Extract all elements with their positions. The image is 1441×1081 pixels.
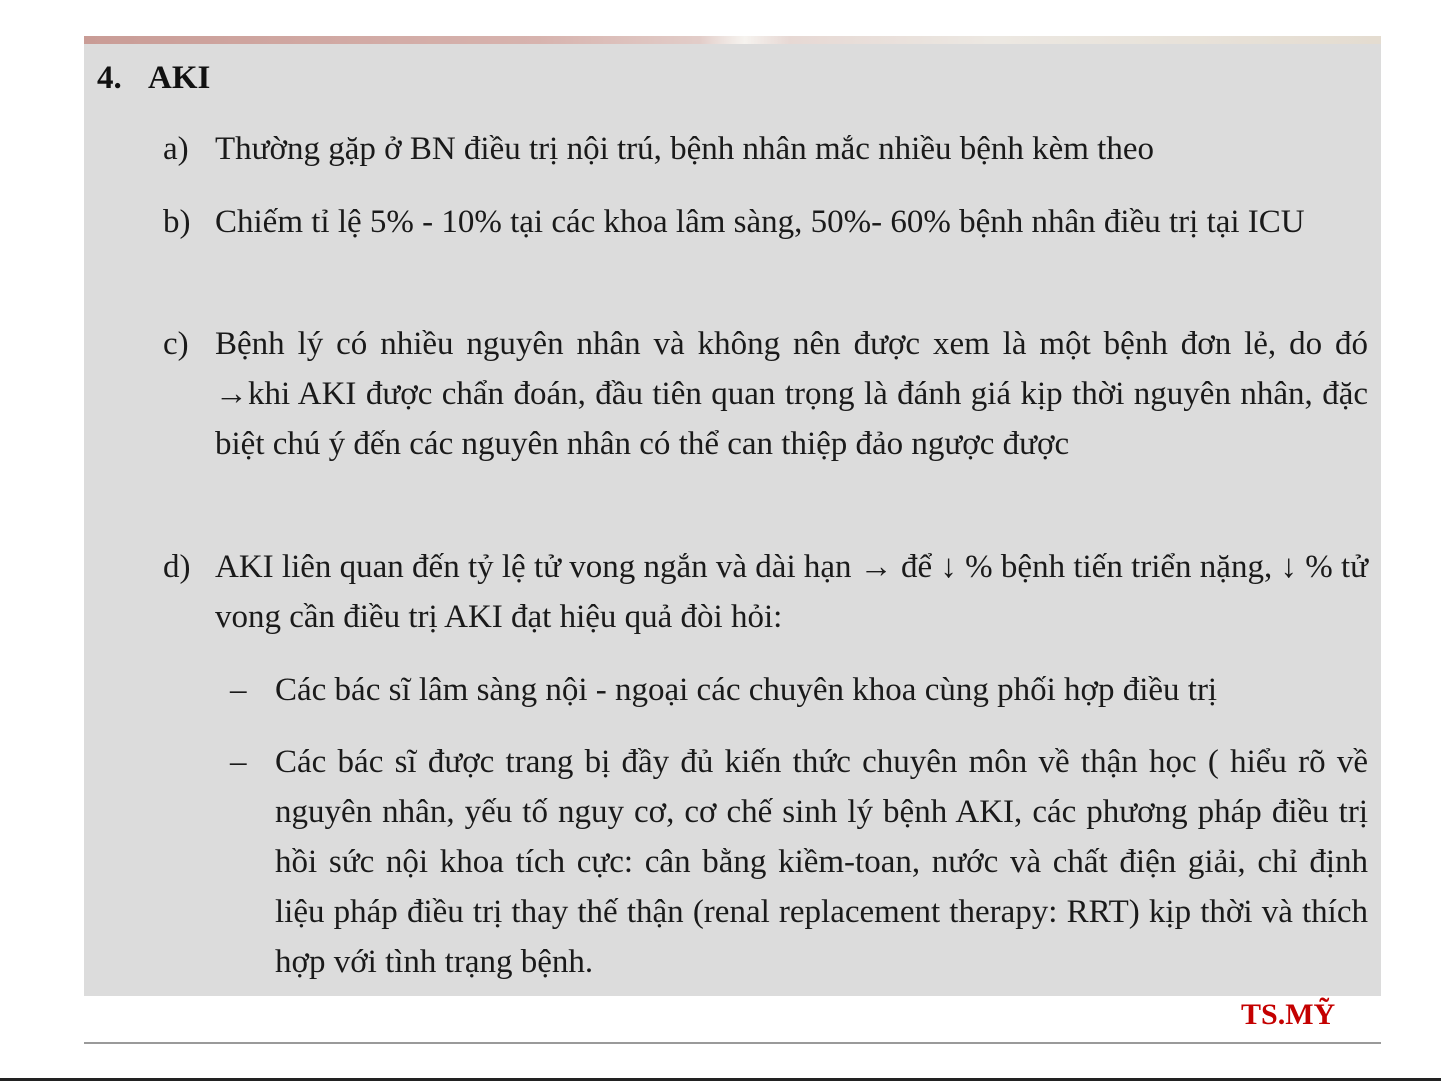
- footer-divider: [84, 1042, 1381, 1044]
- list-item-c: [163, 319, 1368, 469]
- list-item-text: AKI liên quan đến tỷ lệ tử vong ngắn và dài hạn → để ↓ % bệnh tiến triển nặng, ↓ % tử vong cần điều trị AKI đạt hiệu quả đòi hỏi:: [215, 549, 1368, 635]
- dash-bullet: –: [230, 672, 247, 708]
- list-marker: b): [163, 204, 191, 240]
- list-marker: c): [163, 326, 189, 362]
- list-item-d: [163, 542, 1368, 642]
- list-item-b: [163, 197, 1368, 247]
- sub-list-item: [230, 737, 1368, 987]
- list-item-text: Chiếm tỉ lệ 5% - 10% tại các khoa lâm sàng, 50%- 60% bệnh nhân điều trị tại ICU: [215, 204, 1305, 240]
- sub-list-item-text: Các bác sĩ được trang bị đầy đủ kiến thức chuyên môn về thận học ( hiểu rõ về nguyên nhân, yếu tố nguy cơ, cơ chế sinh lý bệnh AKI, các phương pháp điều trị hồi sức nội khoa tích cực: cân bằng kiềm-toan, nước và chất điện giải, chỉ định liệu pháp điều trị thay thế thận (renal replacement therapy: RRT) kịp thời và thích hợp với tình trạng bệnh.: [275, 744, 1368, 980]
- section-number: 4.: [97, 60, 122, 96]
- dash-bullet: –: [230, 744, 247, 780]
- author-label: TS.MỸ: [1241, 998, 1336, 1031]
- list-marker: d): [163, 549, 191, 585]
- list-item-a: [163, 124, 1368, 174]
- sub-list-item-text: Các bác sĩ lâm sàng nội - ngoại các chuyên khoa cùng phối hợp điều trị: [275, 672, 1218, 708]
- list-item-text: Thường gặp ở BN điều trị nội trú, bệnh nhân mắc nhiều bệnh kèm theo: [215, 131, 1155, 167]
- sub-list-item: [230, 665, 1368, 715]
- list-marker: a): [163, 131, 189, 167]
- list-item-text: Bệnh lý có nhiều nguyên nhân và không nên được xem là một bệnh đơn lẻ, do đó →khi AKI được chẩn đoán, đầu tiên quan trọng là đánh giá kịp thời nguyên nhân, đặc biệt chú ý đến các nguyên nhân có thể can thiệp đảo ngược được: [215, 326, 1368, 462]
- section-heading: [97, 56, 210, 100]
- section-title: AKI: [148, 60, 211, 96]
